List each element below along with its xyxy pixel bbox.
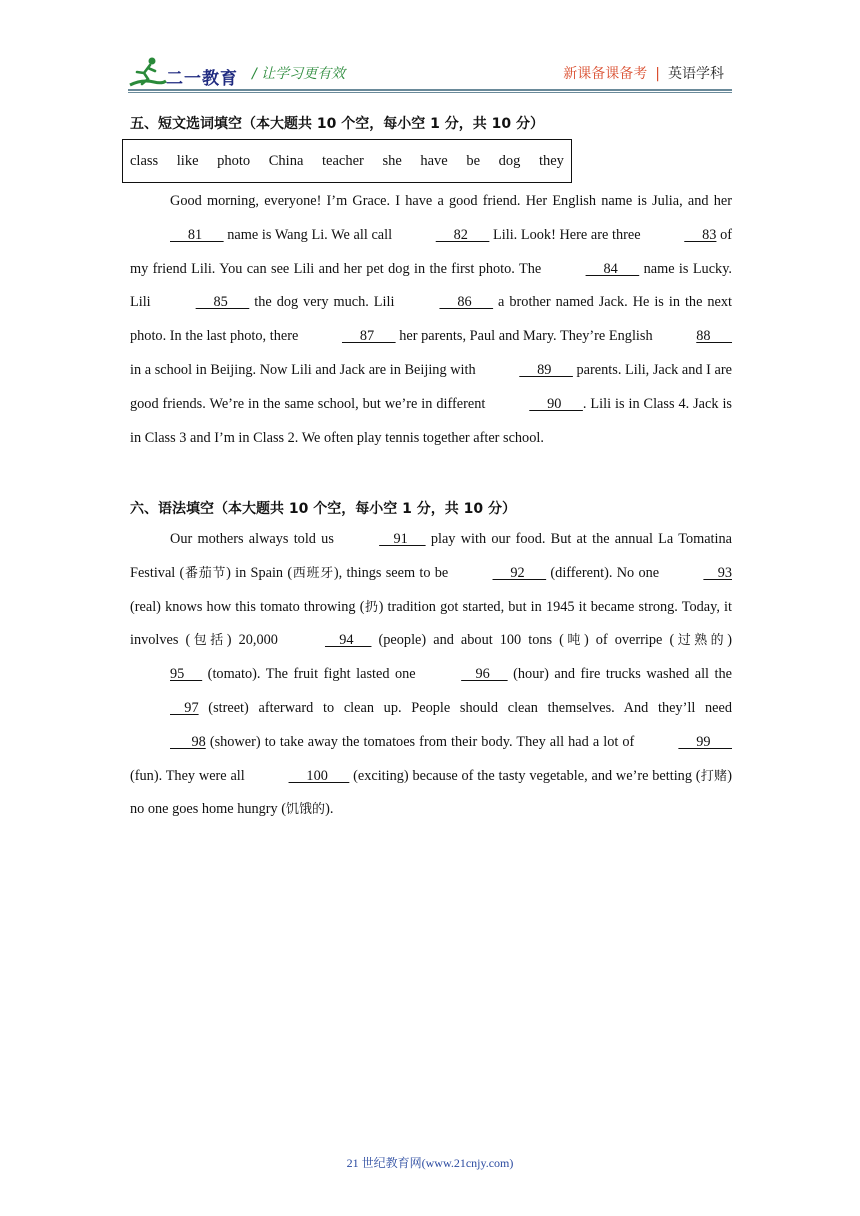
answer-blank-100[interactable]: 100 <box>288 767 350 784</box>
passage-text: (street) afterward to clean up. People should clean themselves. And they’ll need <box>198 699 732 716</box>
header-subject-label: 英语学科 <box>668 66 724 82</box>
passage-text: the dog very much. Lili <box>249 294 400 311</box>
passage-text: parents. Lili, Jack and I are good friends. We’re in the same school, but we’re in different <box>130 361 732 412</box>
section5-passage <box>130 185 732 455</box>
word-bank-item: they <box>538 152 564 169</box>
chinese-gloss: 包括 <box>190 633 227 649</box>
header-course-label: 新课备课备考 <box>563 66 648 82</box>
word-bank-item: photo <box>217 152 251 169</box>
passage-text: of my friend Lili. You can see Lili and her pet dog in the first photo. The <box>130 226 733 277</box>
word-bank-item: have <box>420 152 448 169</box>
word-bank <box>122 139 572 183</box>
passage-text: (different). No one <box>546 564 664 581</box>
passage-text: ). <box>325 801 334 818</box>
passage-text: ) of overripe ( <box>583 632 675 649</box>
slogan: / 让学习更有效 <box>252 66 346 82</box>
passage-text: . Lili is in Class 4. Jack is in Class 3 and I’m in Class 2. We often play tennis together after school. <box>130 395 732 446</box>
passage-text: ) <box>727 632 732 649</box>
header-divider <box>128 89 732 91</box>
answer-blank-86[interactable]: 86 <box>439 294 494 311</box>
logo-text: 二一教育 <box>166 69 238 89</box>
chinese-gloss: 扔 <box>364 599 379 615</box>
answer-blank-90[interactable]: 90 <box>529 395 583 412</box>
answer-blank-91[interactable]: 91 <box>379 531 426 547</box>
word-bank-item: be <box>466 152 481 169</box>
passage-text: (people) and about 100 tons ( <box>371 632 564 649</box>
passage-text: in a school in Beijing. Now Lili and Jack are in Beijing with <box>130 361 480 378</box>
chinese-gloss: 饥饿的 <box>286 802 326 818</box>
logo <box>128 55 244 89</box>
answer-blank-88[interactable]: 88 <box>696 328 733 345</box>
word-bank-item: dog <box>498 152 521 169</box>
passage-text: (exciting) because of the tasty vegetable, and we’re betting ( <box>349 767 701 784</box>
page-footer[interactable]: 21 世纪教育网(www.21cnjy.com) <box>346 1156 514 1170</box>
section5-title: 五、短文选词填空（本大题共 10 个空，每小空 1 分，共 10 分） <box>130 116 544 132</box>
passage-text: ) in Spain ( <box>226 564 293 581</box>
answer-blank-82[interactable]: 82 <box>435 226 490 243</box>
chinese-gloss: 番茄节 <box>184 565 227 581</box>
answer-blank-87[interactable]: 87 <box>341 328 396 345</box>
answer-blank-85[interactable]: 85 <box>195 294 250 311</box>
answer-blank-99[interactable]: 99 <box>678 733 732 750</box>
passage-text: a brother named Jack. He is in the next photo. In the last photo, there <box>130 294 733 345</box>
answer-blank-83[interactable]: 83 <box>684 226 717 243</box>
chinese-gloss: 西班牙 <box>292 565 334 581</box>
passage-text: (shower) to take away the tomatoes from their body. They all had a lot of <box>205 733 639 750</box>
answer-blank-97[interactable]: 97 <box>170 699 199 716</box>
passage-text: (real) knows how this tomato throwing ( <box>130 598 365 615</box>
passage-text: her parents, Paul and Mary. They’re English <box>395 328 657 345</box>
answer-blank-93[interactable]: 93 <box>703 564 732 581</box>
passage-text: ) tradition got started, but in 1945 it became strong. Today, it involves ( <box>130 598 732 649</box>
passage-text: ), things seem to be <box>333 564 453 581</box>
word-bank-item: class <box>130 152 159 169</box>
answer-blank-84[interactable]: 84 <box>585 260 640 277</box>
passage-text: play with our food. But at the annual La Tomatina Festival ( <box>130 531 732 581</box>
header-separator: | <box>655 66 660 82</box>
header-right <box>563 63 724 83</box>
passage-paragraph <box>130 185 732 455</box>
word-bank-item: she <box>382 152 402 169</box>
chinese-gloss: 过熟的 <box>674 633 728 649</box>
passage-text: (hour) and fire trucks washed all the <box>507 666 732 683</box>
chinese-gloss: 吨 <box>563 633 584 649</box>
passage-text: ) 20,000 <box>226 632 285 649</box>
answer-blank-81[interactable]: 81 <box>170 226 224 243</box>
passage-text: Good morning, everyone! I’m Grace. I have a good friend. Her English name is Julia, and her <box>170 193 732 209</box>
section6-title: 六、语法填空（本大题共 10 个空，每小空 1 分，共 10 分） <box>130 501 516 517</box>
word-bank-item: China <box>268 152 304 169</box>
chinese-gloss: 打赌 <box>700 768 728 784</box>
passage-text: ) no one goes home hungry ( <box>130 767 732 818</box>
answer-blank-92[interactable]: 92 <box>492 564 547 581</box>
passage-text: Lili. Look! Here are three <box>489 226 645 243</box>
passage-text: name is Lucky. Lili <box>130 260 732 311</box>
answer-blank-94[interactable]: 94 <box>324 632 372 649</box>
header-divider-thin <box>128 92 732 93</box>
section6-passage <box>130 523 732 827</box>
page-header <box>128 55 732 91</box>
word-bank-item: teacher <box>321 152 364 169</box>
answer-blank-89[interactable]: 89 <box>519 361 573 378</box>
passage-text: Our mothers always told us <box>170 531 340 547</box>
passage-text: (fun). They were all <box>130 767 249 784</box>
runner-logo-icon <box>128 55 168 89</box>
answer-blank-98[interactable]: 98 <box>170 733 206 750</box>
passage-paragraph <box>130 523 732 827</box>
answer-blank-95[interactable]: 95 <box>170 666 203 683</box>
answer-blank-96[interactable]: 96 <box>461 666 508 683</box>
passage-text: name is Wang Li. We all call <box>223 226 396 243</box>
word-bank-item: like <box>176 152 199 169</box>
passage-text: (tomato). The fruit fight lasted one <box>202 666 422 683</box>
